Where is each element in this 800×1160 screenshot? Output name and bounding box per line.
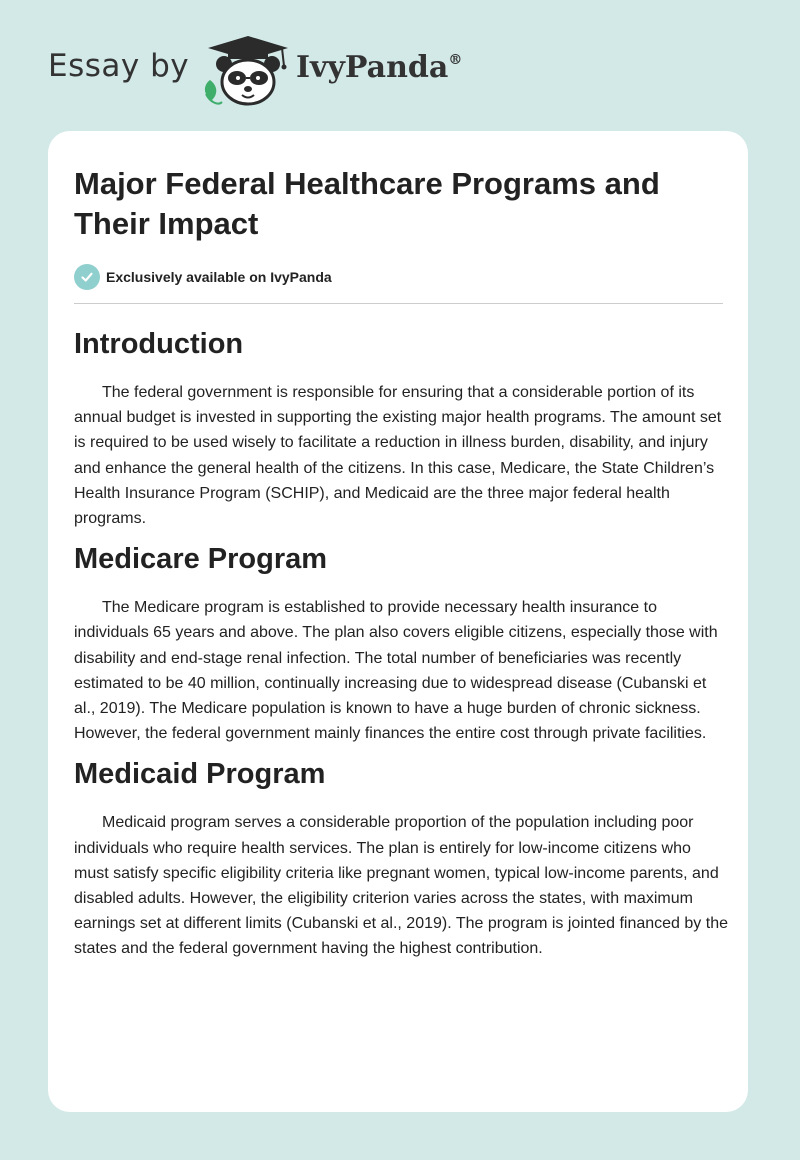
section-heading: Introduction bbox=[74, 328, 244, 360]
section-medicare-program bbox=[74, 541, 728, 746]
section-heading: Medicare Program bbox=[74, 543, 328, 576]
section-heading: Medicaid Program bbox=[74, 758, 326, 791]
section-paragraph: The federal government is responsible for ensuring that a considerable portion of its annual budget is invested in supporting the existing major health programs. The amount set is required to be used wisely to facilitate a reduction in illness burden, disability, and injury and enhance the general health of the citizens. In this case, Medicare, the State Children’s Health Insurance Program (SCHIP), and Medicaid are the three major federal health programs. bbox=[74, 384, 722, 528]
section-introduction bbox=[74, 326, 728, 531]
article-body bbox=[74, 326, 728, 972]
section-medicaid-program bbox=[74, 756, 728, 961]
divider bbox=[74, 303, 723, 304]
section-paragraph: Medicaid program serves a considerable proportion of the population including poor individuals who require health services. The plan is entirely for low-income citizens who must satisfy specific eligibility criteria like pregnant women, typical low-income parents, and disabled adults. However, the eligibility criterion varies across the states, with maximum earnings set at different limits (Cubanski et al., 2019). The program is jointed financed by the states and the federal government having the highest contribution. bbox=[74, 814, 728, 958]
brand-name: IvyPanda® bbox=[296, 50, 463, 85]
site-header bbox=[0, 0, 800, 130]
exclusive-badge-label: Exclusively available on IvyPanda bbox=[106, 269, 332, 285]
article-card bbox=[48, 131, 748, 1112]
section-paragraph: The Medicare program is established to provide necessary health insurance to individuals 65 years and above. The plan also covers eligible citizens, especially those with disability and end-stage renal infection. The total number of beneficiaries was recently estimated to be 40 million, continually increasing due to widespread disease (Cubanski et al., 2019). The Medicare population is known to have a huge burden of chronic sickness. However, the federal government mainly finances the entire cost through private facilities. bbox=[74, 599, 718, 743]
page-title: Major Federal Healthcare Programs and Their Impact bbox=[74, 166, 660, 241]
exclusive-badge bbox=[74, 264, 332, 290]
panda-logo-icon bbox=[200, 36, 292, 108]
essay-by-label: Essay by bbox=[48, 48, 190, 84]
check-circle-icon bbox=[74, 264, 100, 290]
